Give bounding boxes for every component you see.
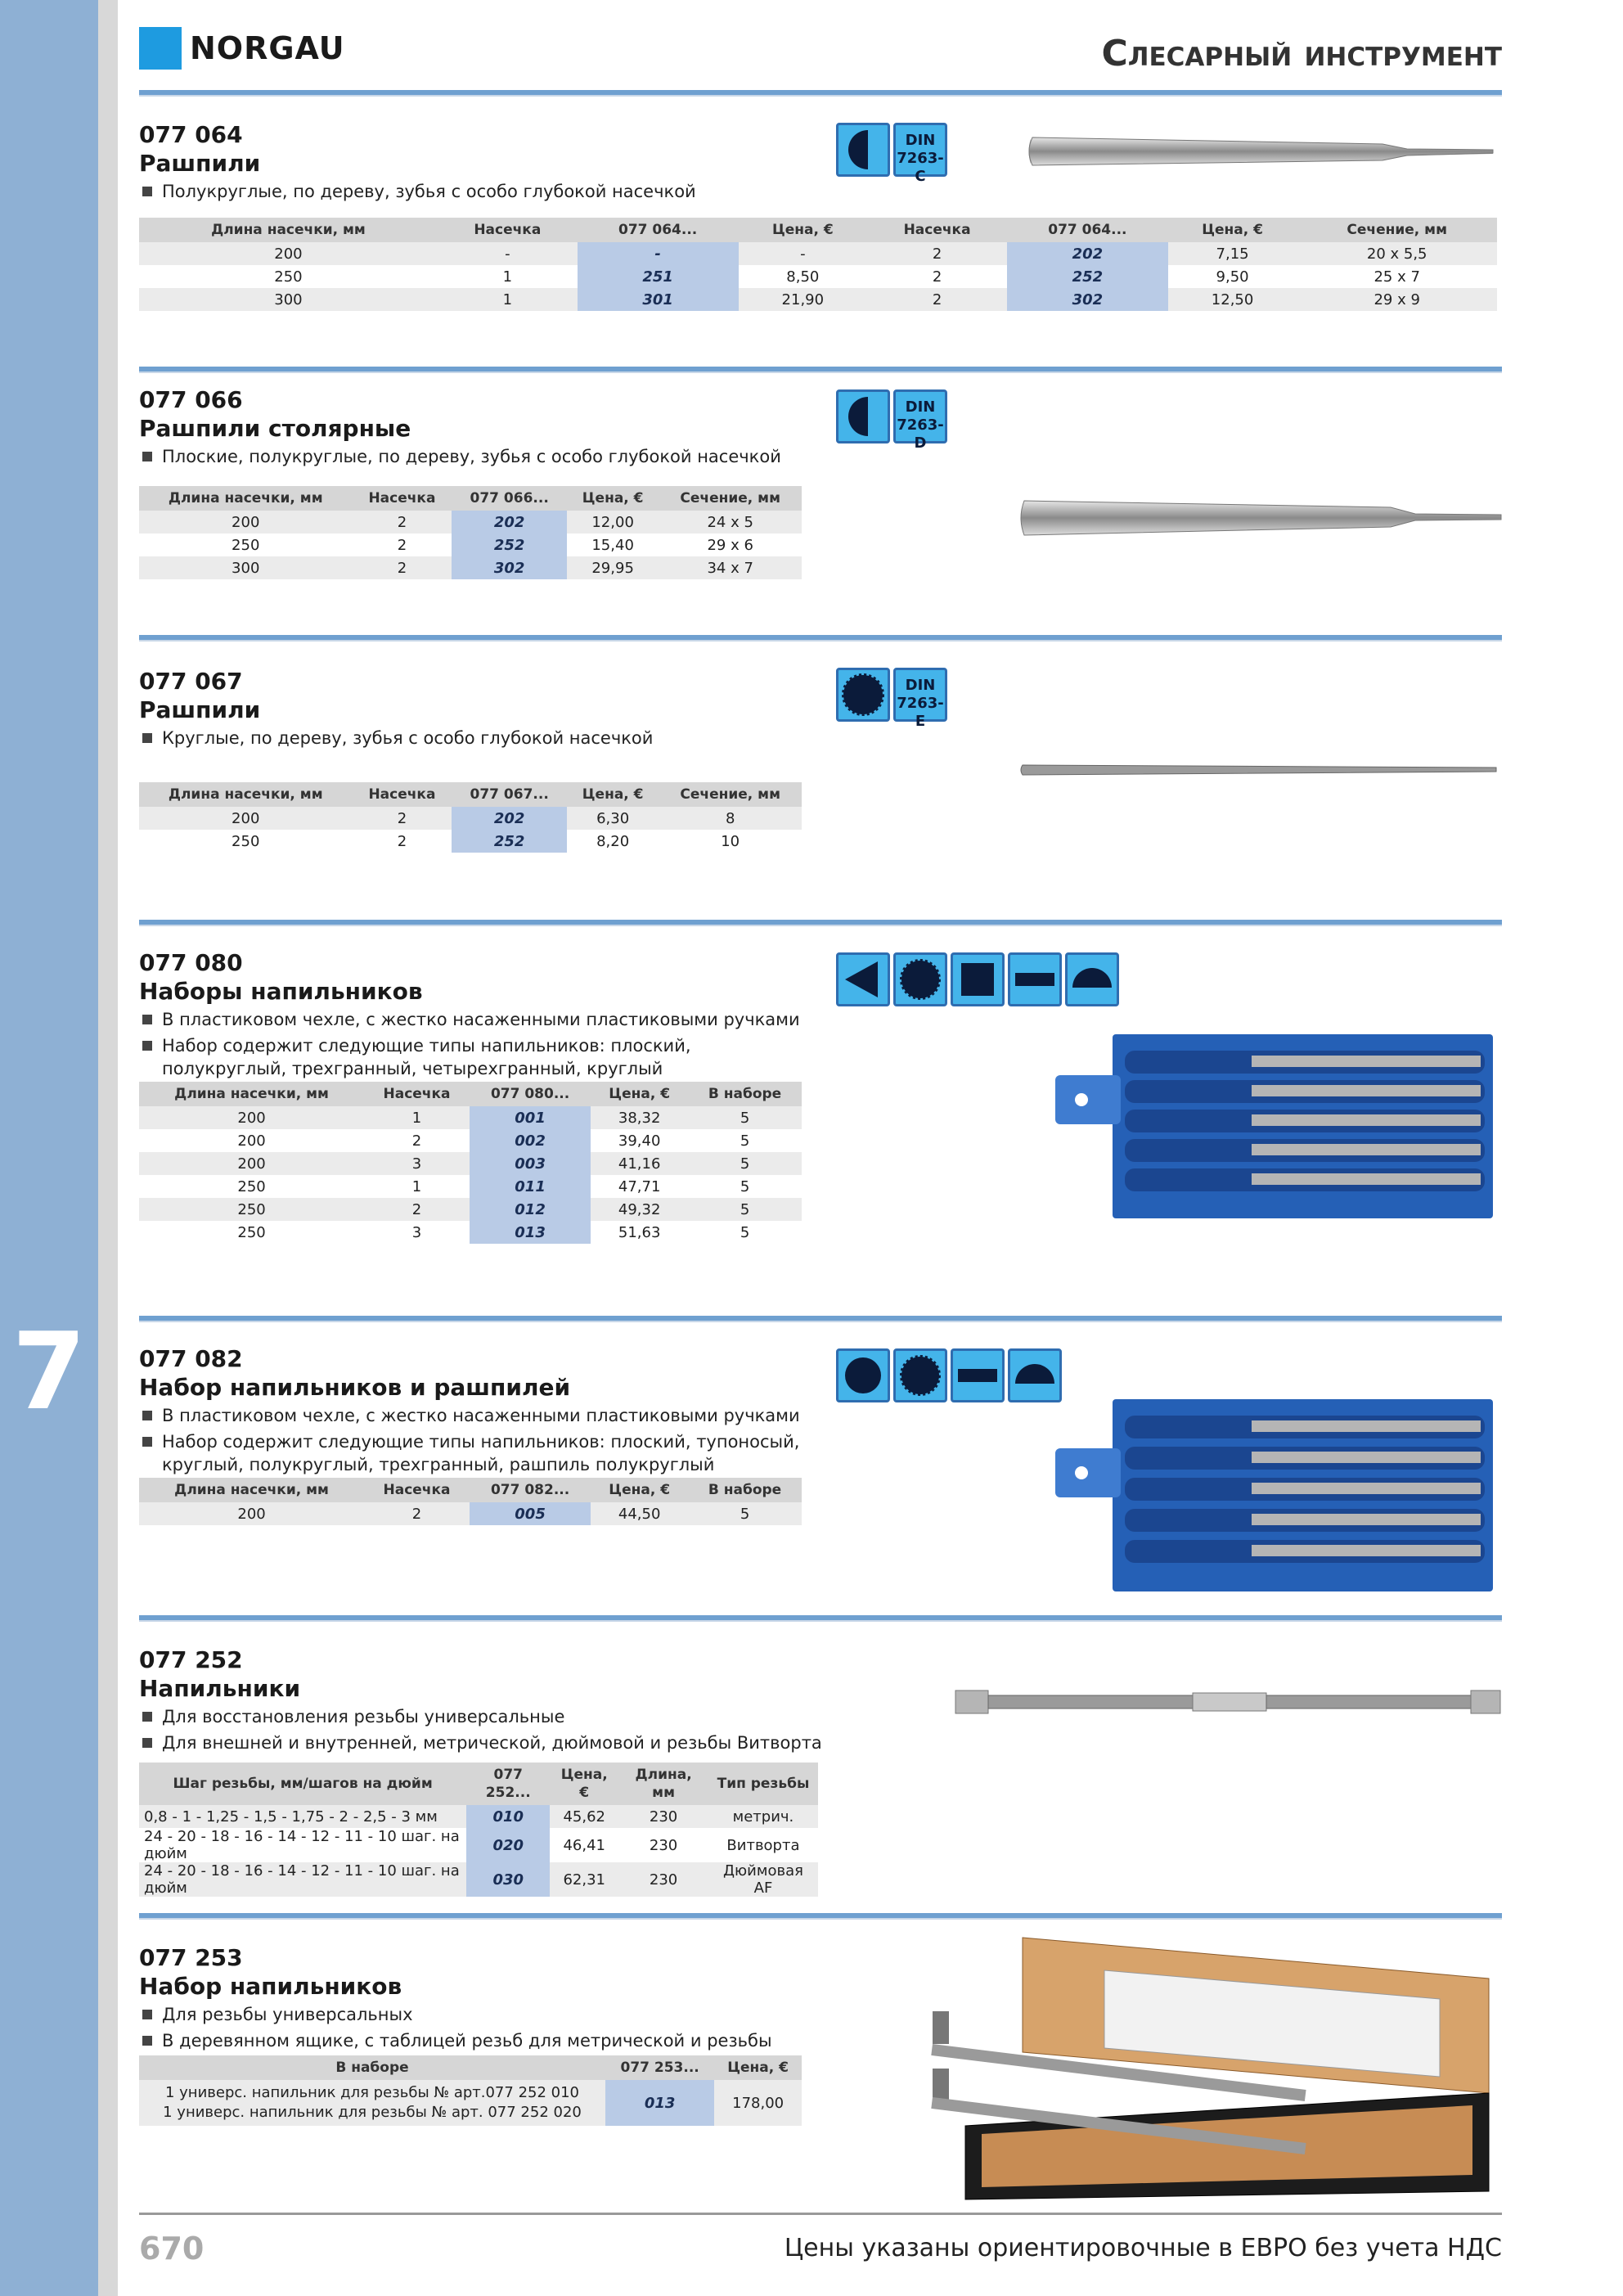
section-rule [139, 90, 1502, 97]
brand-name: NORGAU [190, 30, 345, 66]
table-row: 250 2 012 49,32 5 [139, 1198, 802, 1221]
footer-note: Цены указаны ориентировочные в ЕВРО без учета НДС [784, 2234, 1502, 2262]
product-name: Набор напильников [139, 1973, 402, 2000]
bullet-item: В пластиковом чехле, с жестко насаженными пластиковыми ручками [139, 1404, 810, 1427]
flat-profile-icon [1008, 952, 1062, 1006]
price-table: В наборе 077 253... Цена, € 1 универс. напильник для резьбы № арт.077 252 010 1 универс. напильник для резьбы № арт. 077 252 020 013 178,00 [139, 2055, 802, 2126]
table-row: 200 2 202 12,00 24 x 5 [139, 511, 802, 533]
din-badge: DIN 7263-C [893, 123, 947, 177]
table-row: 300 1 301 21,90 2 302 12,50 29 x 9 [139, 288, 1497, 311]
table-row: 200 3 003 41,16 5 [139, 1152, 802, 1175]
article-code: 077 064 [139, 121, 243, 148]
product-name: Рашпили [139, 696, 261, 723]
section-rule [139, 367, 1502, 373]
table-row: 250 2 252 8,20 10 [139, 830, 802, 853]
table-row: 200 1 001 38,32 5 [139, 1106, 802, 1129]
table-row: 200 2 005 44,50 5 [139, 1502, 802, 1525]
half-round-profile-icon [836, 389, 890, 443]
bullet-item: Полукруглые, по дереву, зубья с особо глубокой насечкой [139, 180, 696, 203]
table-row: 250 3 013 51,63 5 [139, 1221, 802, 1244]
table-row: 0,8 - 1 - 1,25 - 1,5 - 1,75 - 2 - 2,5 - 3 мм 010 45,62 230 метрич. [139, 1805, 818, 1828]
price-table: Шаг резьбы, мм/шагов на дюйм 077 252... Цена, € Длина, мм Тип резьбы 0,8 - 1 - 1,25 - 1,5 - 1,75 - 2 - 2,5 - 3 мм 010 45,62 230 метрич. 24 - 20 - 18 - 16 - 14 - 12 - 11 - 10 шаг. на дюйм 020 46,41 230 Витворта 24 - 20 - 18 - 16 - 14 - 12 - 11 - 10 шаг. на дюйм 030 62,31 230 Дюймовая AF [139, 1763, 818, 1897]
round-profile-icon [893, 952, 947, 1006]
logo-square-icon [139, 27, 182, 70]
product-name: Набор напильников и рашпилей [139, 1374, 571, 1401]
din-badge: DIN 7263-E [893, 668, 947, 722]
bullet-item: Для восстановления резьбы универсальные [139, 1705, 843, 1728]
chapter-sidebar [0, 0, 98, 2296]
bullet-item: В пластиковом чехле, с жестко насаженными пластиковыми ручками [139, 1008, 810, 1031]
article-code: 077 067 [139, 668, 243, 695]
rasp-image [1014, 489, 1505, 547]
bullet-item: Набор содержит следующие типы напильников: плоский, тупоносый, круглый, полукруглый, трехгранный, рашпиль полукруглый [139, 1430, 810, 1476]
price-table: Длина насечки, мм Насечка 077 066... Цена, € Сечение, мм 200 2 202 12,00 24 x 5 250 2 252 15,40 29 x 6 300 2 302 29,95 34 x 7 [139, 486, 802, 579]
price-table: Длина насечки, мм Насечка 077 064... Цена, € Насечка 077 064... Цена, € Сечение, мм 200 - - - 2 202 7,15 20 x 5,5 250 1 251 8,50 2 252 9,50 25 x 7 300 1 301 21,90 2 302 12,50 29 x 9 [139, 218, 1497, 311]
table-row: 250 1 011 47,71 5 [139, 1175, 802, 1198]
file-set-image [1039, 1391, 1497, 1596]
half-round-profile-icon [1065, 952, 1119, 1006]
footer-rule [139, 2213, 1502, 2215]
bullet-item: Для резьбы универсальных [139, 2003, 843, 2026]
product-name: Наборы напильников [139, 978, 423, 1005]
price-table: Длина насечки, мм Насечка 077 080... Цена, € В наборе 200 1 001 38,32 5 200 2 002 39,40 5 200 3 003 41,16 5 250 1 011 47,71 5 250 2 012 49,32 5 250 3 013 51,63 5 [139, 1082, 802, 1244]
article-code: 077 080 [139, 949, 243, 976]
bullet-item: Круглые, по дереву, зубья с особо глубокой насечкой [139, 727, 653, 750]
wooden-box-image [916, 1929, 1497, 2208]
section-rule [139, 635, 1502, 642]
price-table: Длина насечки, мм Насечка 077 067... Цена, € Сечение, мм 200 2 202 6,30 8 250 2 252 8,20 10 [139, 782, 802, 853]
set-item: 1 универс. напильник для резьбы № арт. 077 252 020 [163, 2104, 582, 2121]
round-rasp-profile-icon [893, 1348, 947, 1402]
table-row: 1 универс. напильник для резьбы № арт.077 252 010 1 универс. напильник для резьбы № арт. 077 252 020 013 178,00 [139, 2080, 802, 2126]
section-rule [139, 1615, 1502, 1622]
chapter-number: 7 [11, 1309, 87, 1434]
bullet-item: Плоские, полукруглые, по дереву, зубья с особо глубокой насечкой [139, 445, 781, 468]
section-rule [139, 1913, 1502, 1920]
article-code: 077 066 [139, 386, 243, 413]
table-row: 200 2 202 6,30 8 [139, 807, 802, 830]
table-row: 250 1 251 8,50 2 252 9,50 25 x 7 [139, 265, 1497, 288]
flat-profile-icon [951, 1348, 1005, 1402]
table-row: 250 2 252 15,40 29 x 6 [139, 533, 802, 556]
square-profile-icon [951, 952, 1005, 1006]
rasp-image [1023, 123, 1497, 180]
product-name: Рашпили столярные [139, 415, 411, 442]
product-name: Рашпили [139, 150, 261, 177]
table-row: 300 2 302 29,95 34 x 7 [139, 556, 802, 579]
round-profile-icon [836, 1348, 890, 1402]
brand-logo [139, 26, 345, 70]
table-row: 24 - 20 - 18 - 16 - 14 - 12 - 11 - 10 шаг. на дюйм 030 62,31 230 Дюймовая AF [139, 1862, 818, 1897]
round-profile-icon [836, 668, 890, 722]
article-code: 077 253 [139, 1944, 243, 1971]
file-set-image [1039, 1026, 1497, 1222]
bullet-item: В деревянном ящике, с таблицей резьб для метрической и резьбы [139, 2029, 843, 2075]
article-code: 077 252 [139, 1646, 243, 1673]
price-table: Длина насечки, мм Насечка 077 082... Цена, € В наборе 200 2 005 44,50 5 [139, 1478, 802, 1525]
bullet-item: Для внешней и внутренней, метрической, дюймовой и резьбы Витворта [139, 1731, 843, 1754]
din-badge: DIN 7263-D [893, 389, 947, 443]
table-row: 200 - - - 2 202 7,15 20 x 5,5 [139, 242, 1497, 265]
article-code: 077 082 [139, 1345, 243, 1372]
sidebar-stripe [98, 0, 118, 2296]
page-number: 670 [139, 2231, 205, 2267]
product-name: Напильники [139, 1675, 301, 1702]
page-title: Слесарный инструмент [1101, 33, 1502, 74]
section-rule [139, 1316, 1502, 1322]
bullet-item: Набор содержит следующие типы напильников: плоский, полукруглый, трехгранный, четырехгранный, круглый [139, 1034, 810, 1080]
triangle-profile-icon [836, 952, 890, 1006]
section-rule [139, 920, 1502, 926]
half-round-profile-icon [836, 123, 890, 177]
table-row: 24 - 20 - 18 - 16 - 14 - 12 - 11 - 10 шаг. на дюйм 020 46,41 230 Витворта [144, 1828, 800, 1862]
table-row: 200 2 002 39,40 5 [139, 1129, 802, 1152]
rasp-image [1018, 758, 1500, 782]
set-item: 1 универс. напильник для резьбы № арт.077 252 010 [164, 2084, 579, 2101]
thread-file-image [949, 1681, 1505, 1722]
